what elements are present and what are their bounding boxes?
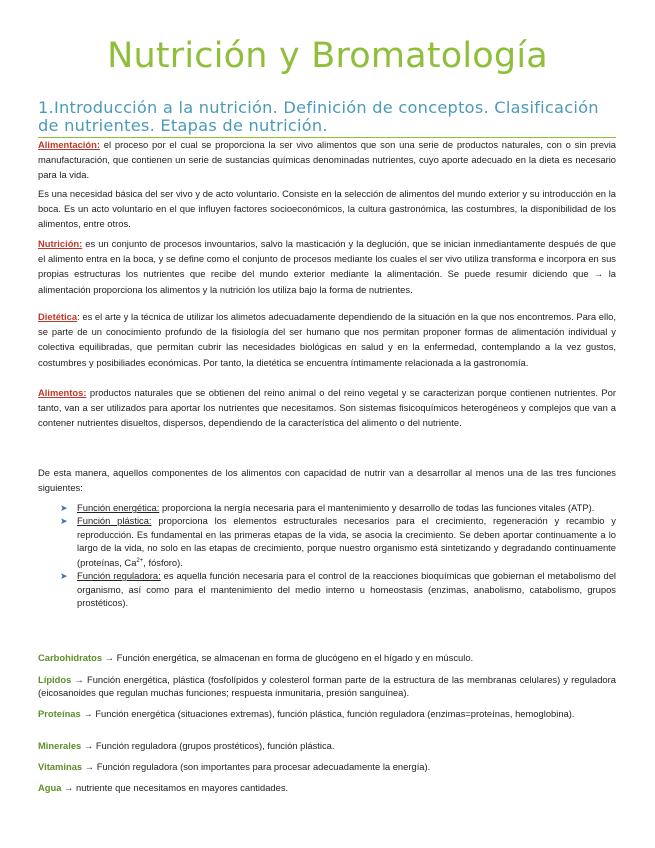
function-text: proporciona los elementos estructurales necesarios para el crecimiento, regeneración y recambio y reproducción. Es fundamental en las primeras etapas de la vida, se asocia la crecimiento. Se deben aportar continuamente a lo largo de la vida, no solo en las etapas de crecimiento, porque nuestro organismo está sintetizando y degradando continuamente (proteínas, Ca	[77, 515, 616, 568]
term-dietetica: Dietética	[38, 311, 78, 322]
page-title: Nutrición y Bromatología	[107, 36, 548, 76]
section-heading: 1.Introducción a la nutrición. Definición de conceptos. Clasificación de nutrientes. Etapas de nutrición.	[38, 99, 616, 138]
nutrient-name: Agua	[38, 782, 62, 793]
function-label: Función reguladora:	[77, 570, 161, 582]
definition-alimentacion	[38, 137, 616, 183]
definition-nutricion-text: es un conjunto de procesos invountarios, salvo la masticación y la deglución, que se inician inmediantamente después de que el alimento entra en la boca, y se define como el conjunto de procesos mediante los cuales el ser vivo utiliza transforma e incorpora en sus propias estructuras los nutrientes que recibe del mundo exterior mediante la alimentación. Se puede resumir diciendo que → la alimentación proporciona los alimentos y la nutrición los utiliza bajo la forma de nutrientes.	[38, 238, 616, 295]
nutrient-text: → Función reguladora (grupos prostéticos), función plástica.	[81, 740, 335, 751]
nutrient-carbohidratos	[38, 651, 616, 664]
definition-dietetica	[38, 309, 616, 370]
nutrient-text: → Función energética, se almacenan en forma de glucógeno en el hígado y en músculo.	[102, 652, 474, 663]
nutrient-name: Carbohidratos	[38, 652, 103, 663]
function-text: es aquella función necesaria para el control de la reacciones bioquímicas que gobiernan el metabolismo del organismo, así como para el mantenimiento del medio interno u homeostasis (enzimas, anabolismo, catabolismo, grupos prostéticos).	[77, 570, 616, 608]
function-label: Función energética:	[77, 502, 160, 513]
definition-alimentos-text: productos naturales que se obtienen del reino animal o del reino vegetal y se caracterizan porque contienen nutrientes. Por tanto, van a ser utilizados para aportar los nutrientes que necesitamos. Son sistemas fisicoquímicos heterogéneos y complejos que van a contener nutrientes disueltos, dispersos, dependiendo de la característica del alimento o del nutriente.	[38, 387, 616, 429]
nutrient-minerales	[38, 739, 616, 752]
arrowhead-bullet-icon: ➤	[60, 516, 68, 527]
definition-nutricion	[38, 236, 616, 297]
arrowhead-bullet-icon: ➤	[60, 571, 68, 582]
nutrient-name: Minerales	[38, 740, 82, 751]
list-item	[60, 569, 616, 609]
definition-dietetica-text: : es el arte y la técnica de utilizar los alimetos adecuadamente dependiendo de la situación en la que nos encontremos. Para ello, se parte de un conocimiento profundo de la fisiología del ser humano que nos permitan proponer formas de alimentación individual y colectiva equilibradas, que permitan cubrir las necesidades biológicas en salud y en la enfermedad, contemplando a la vez gustos, costumbres y posibiliades económicas. Por tanto, la dietética se encuentra íntimamente relacionada a la gastronomía.	[38, 311, 616, 368]
term-alimentos: Alimentos:	[38, 387, 87, 398]
definition-alimentacion-text: el proceso por el cual se proporciona la ser vivo alimentos que son una serie de productos naturales, con o sin previa manufacturación, que contienen un serie de sustancias químicas denominadas nutrientes, cuyo aporte adecuado en la dieta es necesario para la vida.	[38, 139, 616, 181]
list-item	[60, 501, 616, 514]
function-label: Función plástica:	[77, 515, 152, 527]
nutrient-vitaminas	[38, 760, 616, 773]
nutrient-proteinas	[38, 707, 616, 720]
nutrient-name: Lípidos	[38, 674, 72, 685]
definition-alimentos	[38, 385, 616, 431]
nutrient-text: → nutriente que necesitamos en mayores cantidades.	[61, 782, 289, 793]
nutrient-text: → Función reguladora (son importantes para procesar adecuadamente la energía).	[82, 761, 431, 772]
functions-intro: De esta manera, aquellos componentes de los alimentos con capacidad de nutrir van a desarrollar al menos una de las tres funciones siguientes:	[38, 467, 616, 494]
paragraph-alimentacion-extra: Es una necesidad básica del ser vivo y de acto voluntario. Consiste en la selección de alimentos del mundo exterior y su introducción en la boca. Es un acto voluntario en el que influyen factores socioeconómicos, la cultura gastronómica, las costumbres, la disponibilidad de los alimentos, entre otros.	[38, 188, 616, 230]
nutrient-agua	[38, 781, 616, 794]
function-text-tail: , fósforo).	[143, 556, 183, 568]
nutrient-text: → Función energética (situaciones extremas), función plástica, función reguladora (enzimas=proteínas, hemoglobina).	[80, 708, 575, 719]
functions-list	[60, 501, 616, 609]
nutrient-name: Vitaminas	[38, 761, 83, 772]
nutrient-lipidos	[38, 673, 616, 700]
term-alimentacion: Alimentación:	[38, 139, 100, 150]
function-text: proporciona la nergía necesaria para el mantenimiento y desarrollo de todas las funciones vitales (ATP).	[159, 502, 595, 513]
arrowhead-bullet-icon: ➤	[60, 503, 68, 513]
function-superscript: 2+	[136, 557, 144, 564]
term-nutricion: Nutrición:	[38, 238, 83, 249]
list-item	[60, 514, 616, 569]
nutrient-text: → Función energética, plástica (fosfolípidos y colesterol forman parte de la estructura de las membranas celulares) y reguladora (eicosanoides que regulan muchas funciones; respuesta inmunitaria, presión sanguínea).	[38, 674, 616, 699]
nutrient-name: Proteínas	[38, 708, 81, 719]
